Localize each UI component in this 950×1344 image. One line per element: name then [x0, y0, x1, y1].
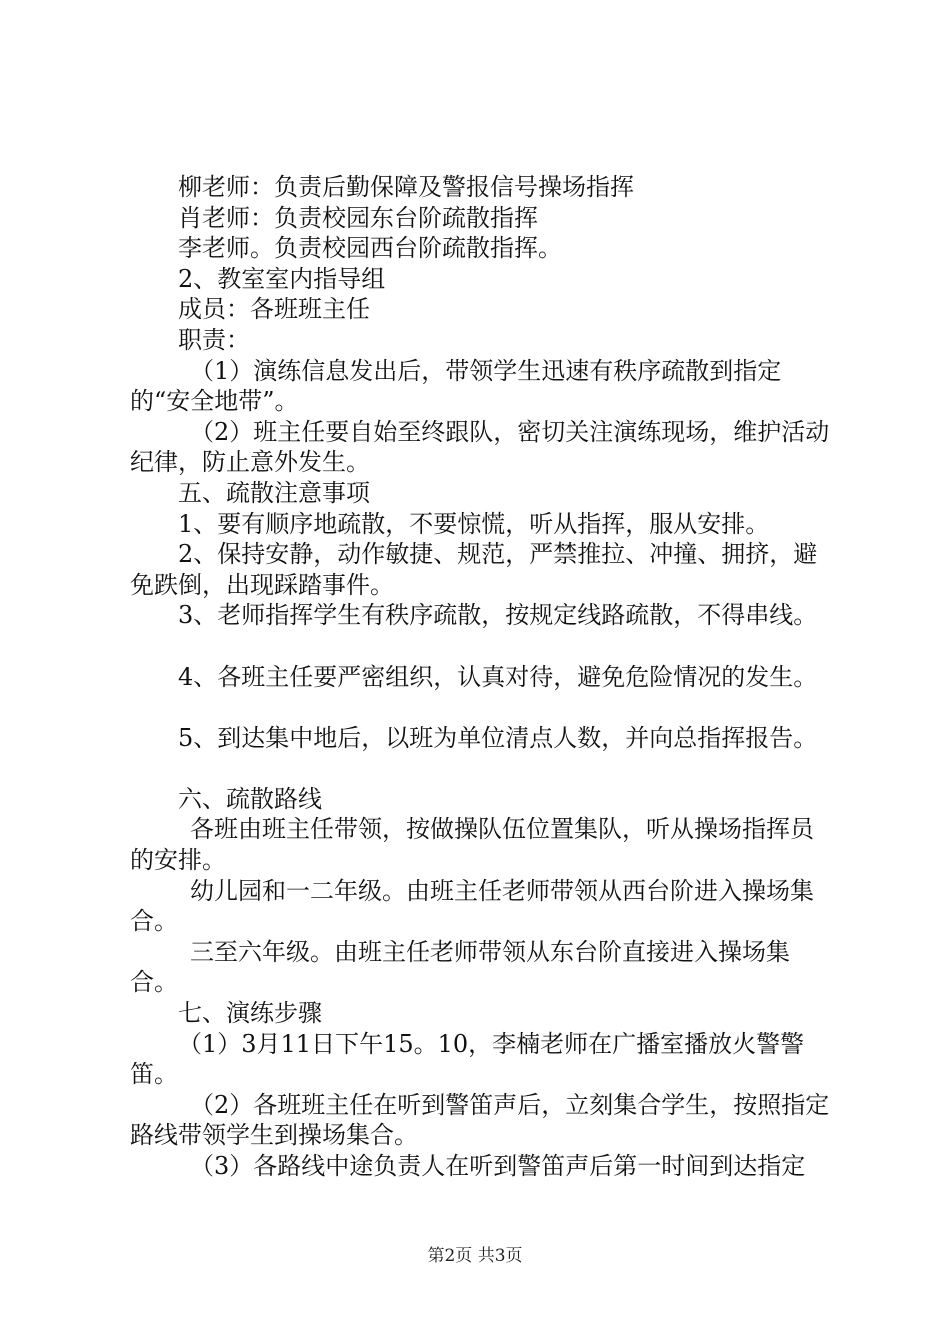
paragraph-duty-1: （1）演练信息发出后，带领学生迅速有秩序疏散到指定的“安全地带”。 — [130, 356, 782, 416]
paragraph-route-general: 各班由班主任带领，按做操队伍位置集队，听从操场指挥员的安排。 — [130, 815, 814, 875]
paragraph-step-1: （1）3月11日下午15。10，李楠老师在广播室播放火警警笛。 — [130, 1029, 805, 1089]
paragraph-teacher-liu: 柳老师：负责后勤保障及警报信号操场指挥 — [178, 173, 634, 201]
page-number-footer: 第2页 共3页 — [427, 1246, 523, 1266]
paragraph-note-3: 3、老师指挥学生有秩序疏散，按规定线路疏散，不得串线。 — [178, 601, 818, 630]
paragraph-note-1: 1、要有顺序地疏散，不要惊慌，听从指挥，服从安排。 — [178, 509, 770, 538]
paragraph-duty-2: （2）班主任要自始至终跟队，密切关注演练现场，维护活动纪律，防止意外发生。 — [130, 417, 830, 477]
heading-evacuation-route: 六、疏散路线 — [178, 784, 322, 813]
heading-classroom-guidance-group: 2、教室室内指导组 — [178, 264, 386, 293]
paragraph-step-2: （2）各班班主任在听到警笛声后，立刻集合学生，按照指定路线带领学生到操场集合。 — [130, 1090, 830, 1150]
paragraph-route-grades-3-6: 三至六年级。由班主任老师带领从东台阶直接进入操场集合。 — [130, 937, 790, 997]
paragraph-teacher-xiao: 肖老师：负责校园东台阶疏散指挥 — [178, 203, 538, 232]
document-body — [130, 172, 830, 1182]
paragraph-step-3: （3）各路线中途负责人在听到警笛声后第一时间到达指定 — [190, 1152, 806, 1180]
heading-evacuation-notes: 五、疏散注意事项 — [178, 478, 370, 507]
paragraph-route-kindergarten: 幼儿园和一二年级。由班主任老师带领从西台阶进入操场集合。 — [130, 876, 814, 936]
paragraph-members: 成员：各班班主任 — [178, 295, 370, 324]
paragraph-note-5: 5、到达集中地后，以班为单位清点人数，并向总指挥报告。 — [178, 723, 818, 752]
heading-drill-steps: 七、演练步骤 — [178, 999, 322, 1028]
paragraph-duties-label: 职责： — [178, 325, 250, 354]
paragraph-note-2: 2、保持安静，动作敏捷、规范，严禁推拉、冲撞、拥挤，避免跌倒，出现踩踏事件。 — [130, 540, 818, 599]
paragraph-teacher-li: 李老师。负责校园西台阶疏散指挥。 — [178, 234, 562, 263]
paragraph-note-4: 4、各班主任要严密组织，认真对待，避免危险情况的发生。 — [178, 662, 818, 691]
